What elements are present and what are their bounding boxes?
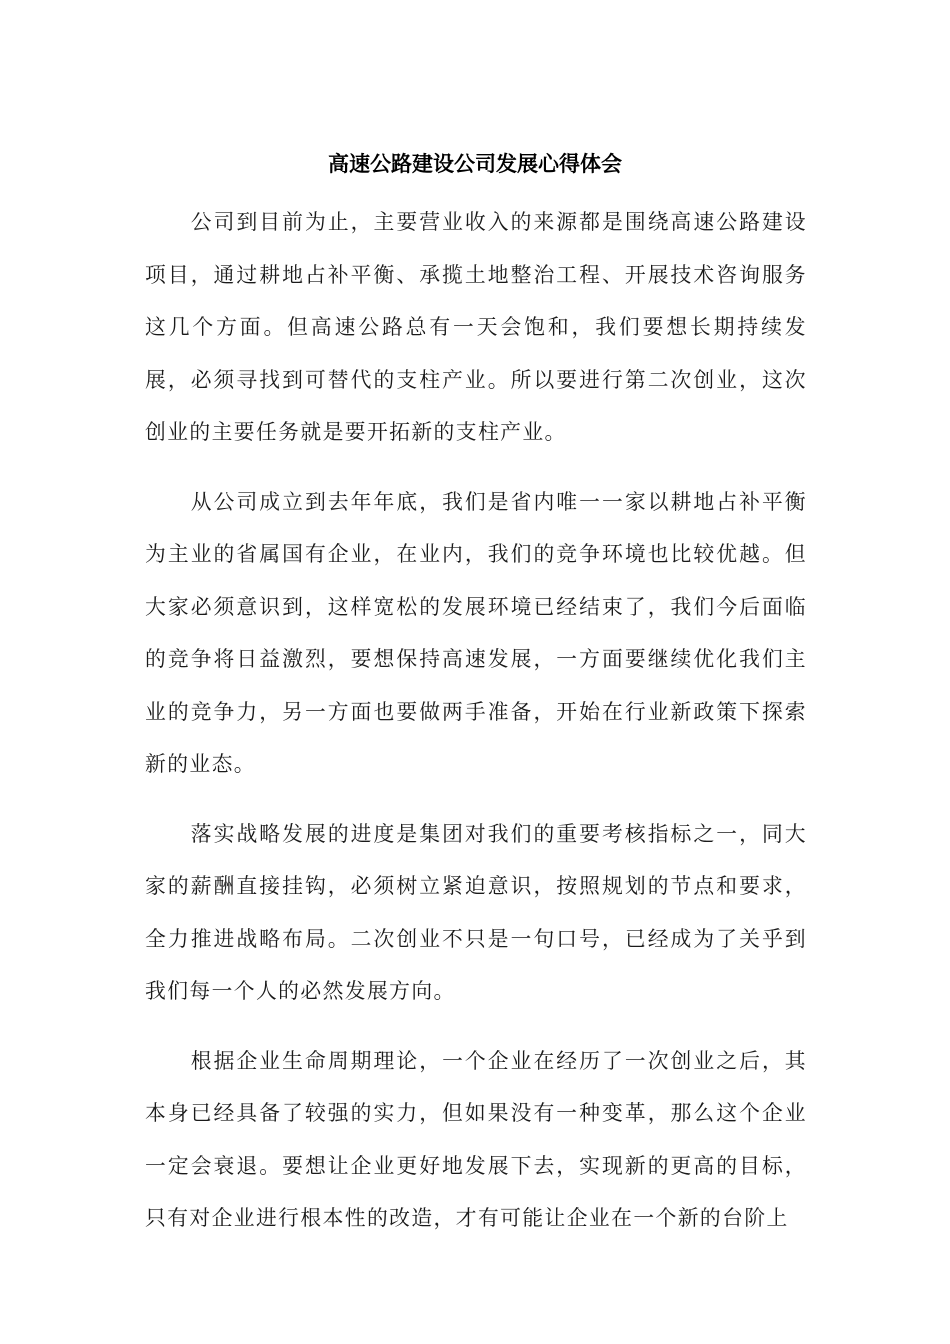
document-title: 高速公路建设公司发展心得体会 (328, 151, 622, 176)
paragraph-1: 公司到目前为止，主要营业收入的来源都是围绕高速公路建设项目，通过耕地占补平衡、承揽土地整治工程、开展技术咨询服务这几个方面。但高速公路总有一天会饱和，我们要想长期持续发展，必须寻找到可替代的支柱产业。所以要进行第二次创业，这次创业的主要任务就是要开拓新的支柱产业。 (145, 210, 807, 444)
document-body (145, 196, 807, 1262)
paragraph-4: 根据企业生命周期理论，一个企业在经历了一次创业之后，其本身已经具备了较强的实力，但如果没有一种变革，那么这个企业一定会衰退。要想让企业更好地发展下去，实现新的更高的目标，只有对企业进行根本性的改造，才有可能让企业在一个新的台阶上 (145, 1048, 807, 1230)
paragraph-2: 从公司成立到去年年底，我们是省内唯一一家以耕地占补平衡为主业的省属国有企业，在业内，我们的竞争环境也比较优越。但大家必须意识到，这样宽松的发展环境已经结束了，我们今后面临的竞争将日益激烈，要想保持高速发展，一方面要继续优化我们主业的竞争力，另一方面也要做两手准备，开始在行业新政策下探索新的业态。 (145, 489, 807, 776)
paragraph-3: 落实战略发展的进度是集团对我们的重要考核指标之一，同大家的薪酬直接挂钩，必须树立紧迫意识，按照规划的节点和要求，全力推进战略布局。二次创业不只是一句口号，已经成为了关乎到我们每一个人的必然发展方向。 (145, 821, 807, 1003)
